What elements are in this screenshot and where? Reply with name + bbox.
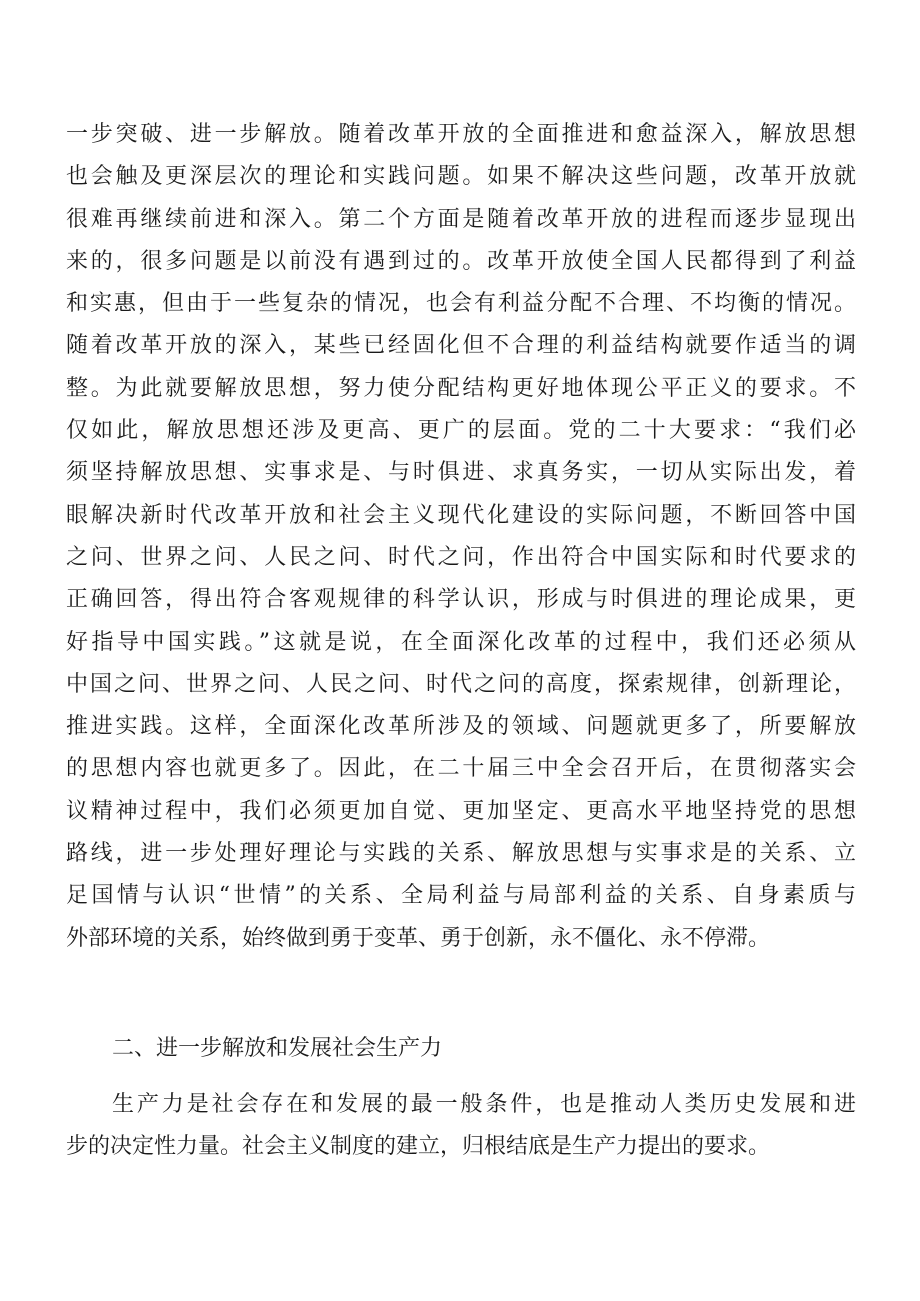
text-line: 须坚持解放思想、实事求是、与时俱进、求真务实，一切从实际出发，着: [66, 460, 856, 486]
text-line: 也会触及更深层次的理论和实践问题。如果不解决这些问题，改革开放就: [66, 164, 856, 190]
text-line: 一步突破、进一步解放。随着改革开放的全面推进和愈益深入，解放思想: [66, 122, 856, 147]
text-line: 路线，进一步处理好理论与实践的关系、解放思想与实事求是的关系、立: [66, 841, 856, 867]
text-line: 随着改革开放的深入，某些已经固化但不合理的利益结构就要作适当的调: [66, 333, 856, 359]
text-line: 来的，很多问题是以前没有遇到过的。改革开放使全国人民都得到了利益: [66, 248, 856, 274]
text-line: 外部环境的关系，始终做到勇于变革、勇于创新，永不僵化、永不停滞。: [66, 925, 771, 951]
text-line: 好指导中国实践。”这就是说，在全面深化改革的过程中，我们还必须从: [66, 629, 856, 655]
text-line: 仅如此，解放思想还涉及更高、更广的层面。党的二十大要求：“我们必: [66, 418, 856, 444]
text-line: 足国情与认识“世情”的关系、全局利益与局部利益的关系、自身素质与: [66, 883, 856, 909]
text-line: 步的决定性力量。社会主义制度的建立，归根结底是生产力提出的要求。: [66, 1134, 771, 1160]
text-line: 推进实践。这样，全面深化改革所涉及的领域、问题就更多了，所要解放: [66, 714, 856, 740]
text-line: 议精神过程中，我们必须更加自觉、更加坚定、更高水平地坚持党的思想: [66, 798, 856, 824]
text-line: 之问、世界之问、人民之问、时代之问，作出符合中国实际和时代要求的: [66, 544, 856, 570]
text-line: 很难再继续前进和深入。第二个方面是随着改革开放的进程而逐步显现出: [66, 206, 856, 232]
paragraph-production: [66, 1084, 856, 1169]
text-line: 眼解决新时代改革开放和社会主义现代化建设的实际问题，不断回答中国: [66, 502, 856, 528]
section-heading: 二、进一步解放和发展社会生产力: [112, 1036, 443, 1061]
text-line: 和实惠，但由于一些复杂的情况，也会有利益分配不合理、不均衡的情况。: [66, 291, 856, 317]
text-line: 中国之问、世界之问、人民之问、时代之问的高度，探索规律，创新理论，: [66, 671, 856, 697]
text-line: 生产力是社会存在和发展的最一般条件，也是推动人类历史发展和进: [112, 1092, 856, 1117]
paragraph-continuation: [66, 114, 856, 960]
text-line: 正确回答，得出符合客观规律的科学认识，形成与时俱进的理论成果，更: [66, 587, 856, 613]
text-line: 的思想内容也就更多了。因此，在二十届三中全会召开后，在贯彻落实会: [66, 756, 856, 782]
text-line: 整。为此就要解放思想，努力使分配结构更好地体现公平正义的要求。不: [66, 375, 856, 401]
